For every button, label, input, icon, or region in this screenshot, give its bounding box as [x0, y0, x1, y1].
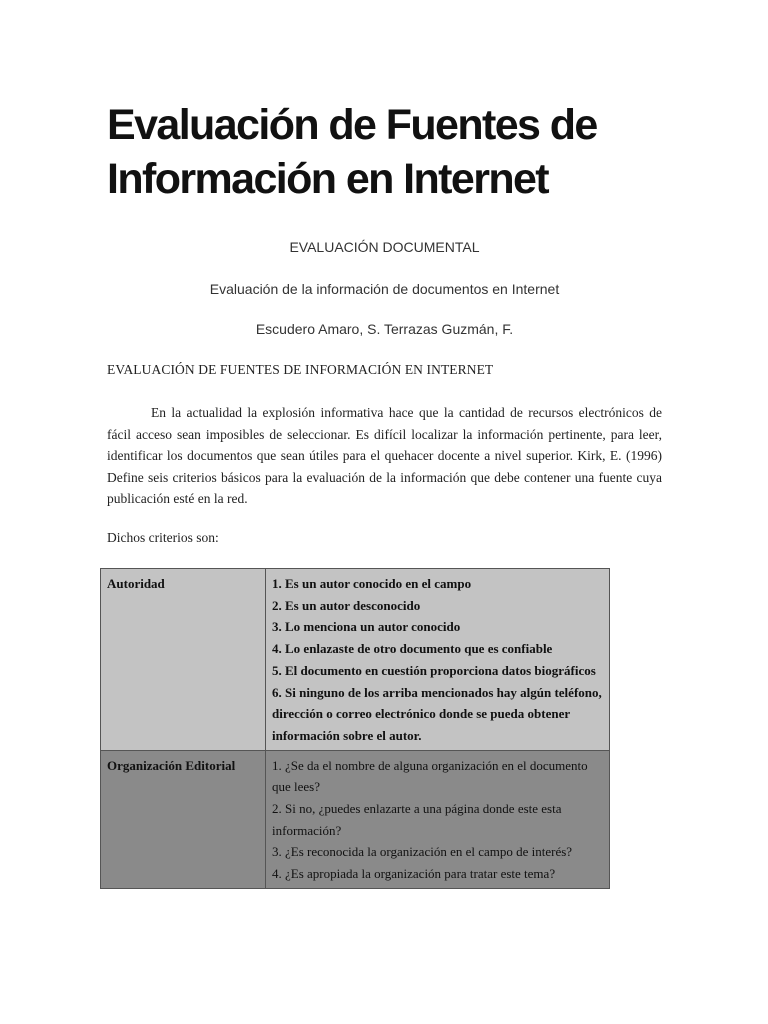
list-item: 1. ¿Se da el nombre de alguna organización en el documento que lees? [272, 757, 588, 795]
list-item: 3. ¿Es reconocida la organización en el campo de interés? [272, 844, 573, 860]
criteria-table [100, 568, 610, 889]
subtitle-label: EVALUACIÓN DOCUMENTAL [289, 239, 480, 255]
section-heading: EVALUACIÓN DE FUENTES DE INFORMACIÓN EN INTERNET [107, 362, 494, 377]
document-title: Evaluación de Fuentes de Información en Internet [107, 101, 597, 203]
subtitle-description: Evaluación de la información de documentos en Internet [209, 281, 560, 297]
authors: Escudero Amaro, S. Terrazas Guzmán, F. [255, 321, 514, 337]
table-row-organizacion-editorial [101, 750, 610, 888]
criterion-label: Organización Editorial [101, 750, 266, 888]
criteria-intro: Dichos criterios son: [107, 530, 219, 545]
list-item: 1. Es un autor conocido en el campo [272, 576, 472, 591]
criterion-items [266, 750, 610, 888]
list-item: 2. Si no, ¿puedes enlazarte a una página donde este esta información? [272, 801, 562, 838]
list-item: 5. El documento en cuestión proporciona datos biográficos [272, 662, 596, 678]
list-item: 2. Es un autor desconocido [272, 597, 421, 613]
criterion-label: Autoridad [101, 569, 266, 751]
intro-paragraph: En la actualidad la explosión informativa hace que la cantidad de recursos electrónicos de fácil acceso sean imposibles de seleccionar. Es difícil localizar la información pertinente, para leer, identificar los documentos que sean útiles para el quehacer docente a nivel superior. Kirk, E. (1996) Define seis criterios básicos para la evaluación de la información que debe contener una fuente cuya publicación esté en la red. [107, 405, 662, 506]
table-row-autoridad [101, 569, 610, 751]
list-item: 6. Si ninguno de los arriba mencionados hay algún teléfono, dirección o correo electrónico donde se pueda obtener información sobre el autor. [272, 684, 602, 743]
list-item: 4. Lo enlazaste de otro documento que es confiable [272, 641, 553, 657]
list-item: 4. ¿Es apropiada la organización para tratar este tema? [272, 866, 556, 882]
criterion-items [266, 569, 610, 751]
list-item: 3. Lo menciona un autor conocido [272, 619, 461, 635]
